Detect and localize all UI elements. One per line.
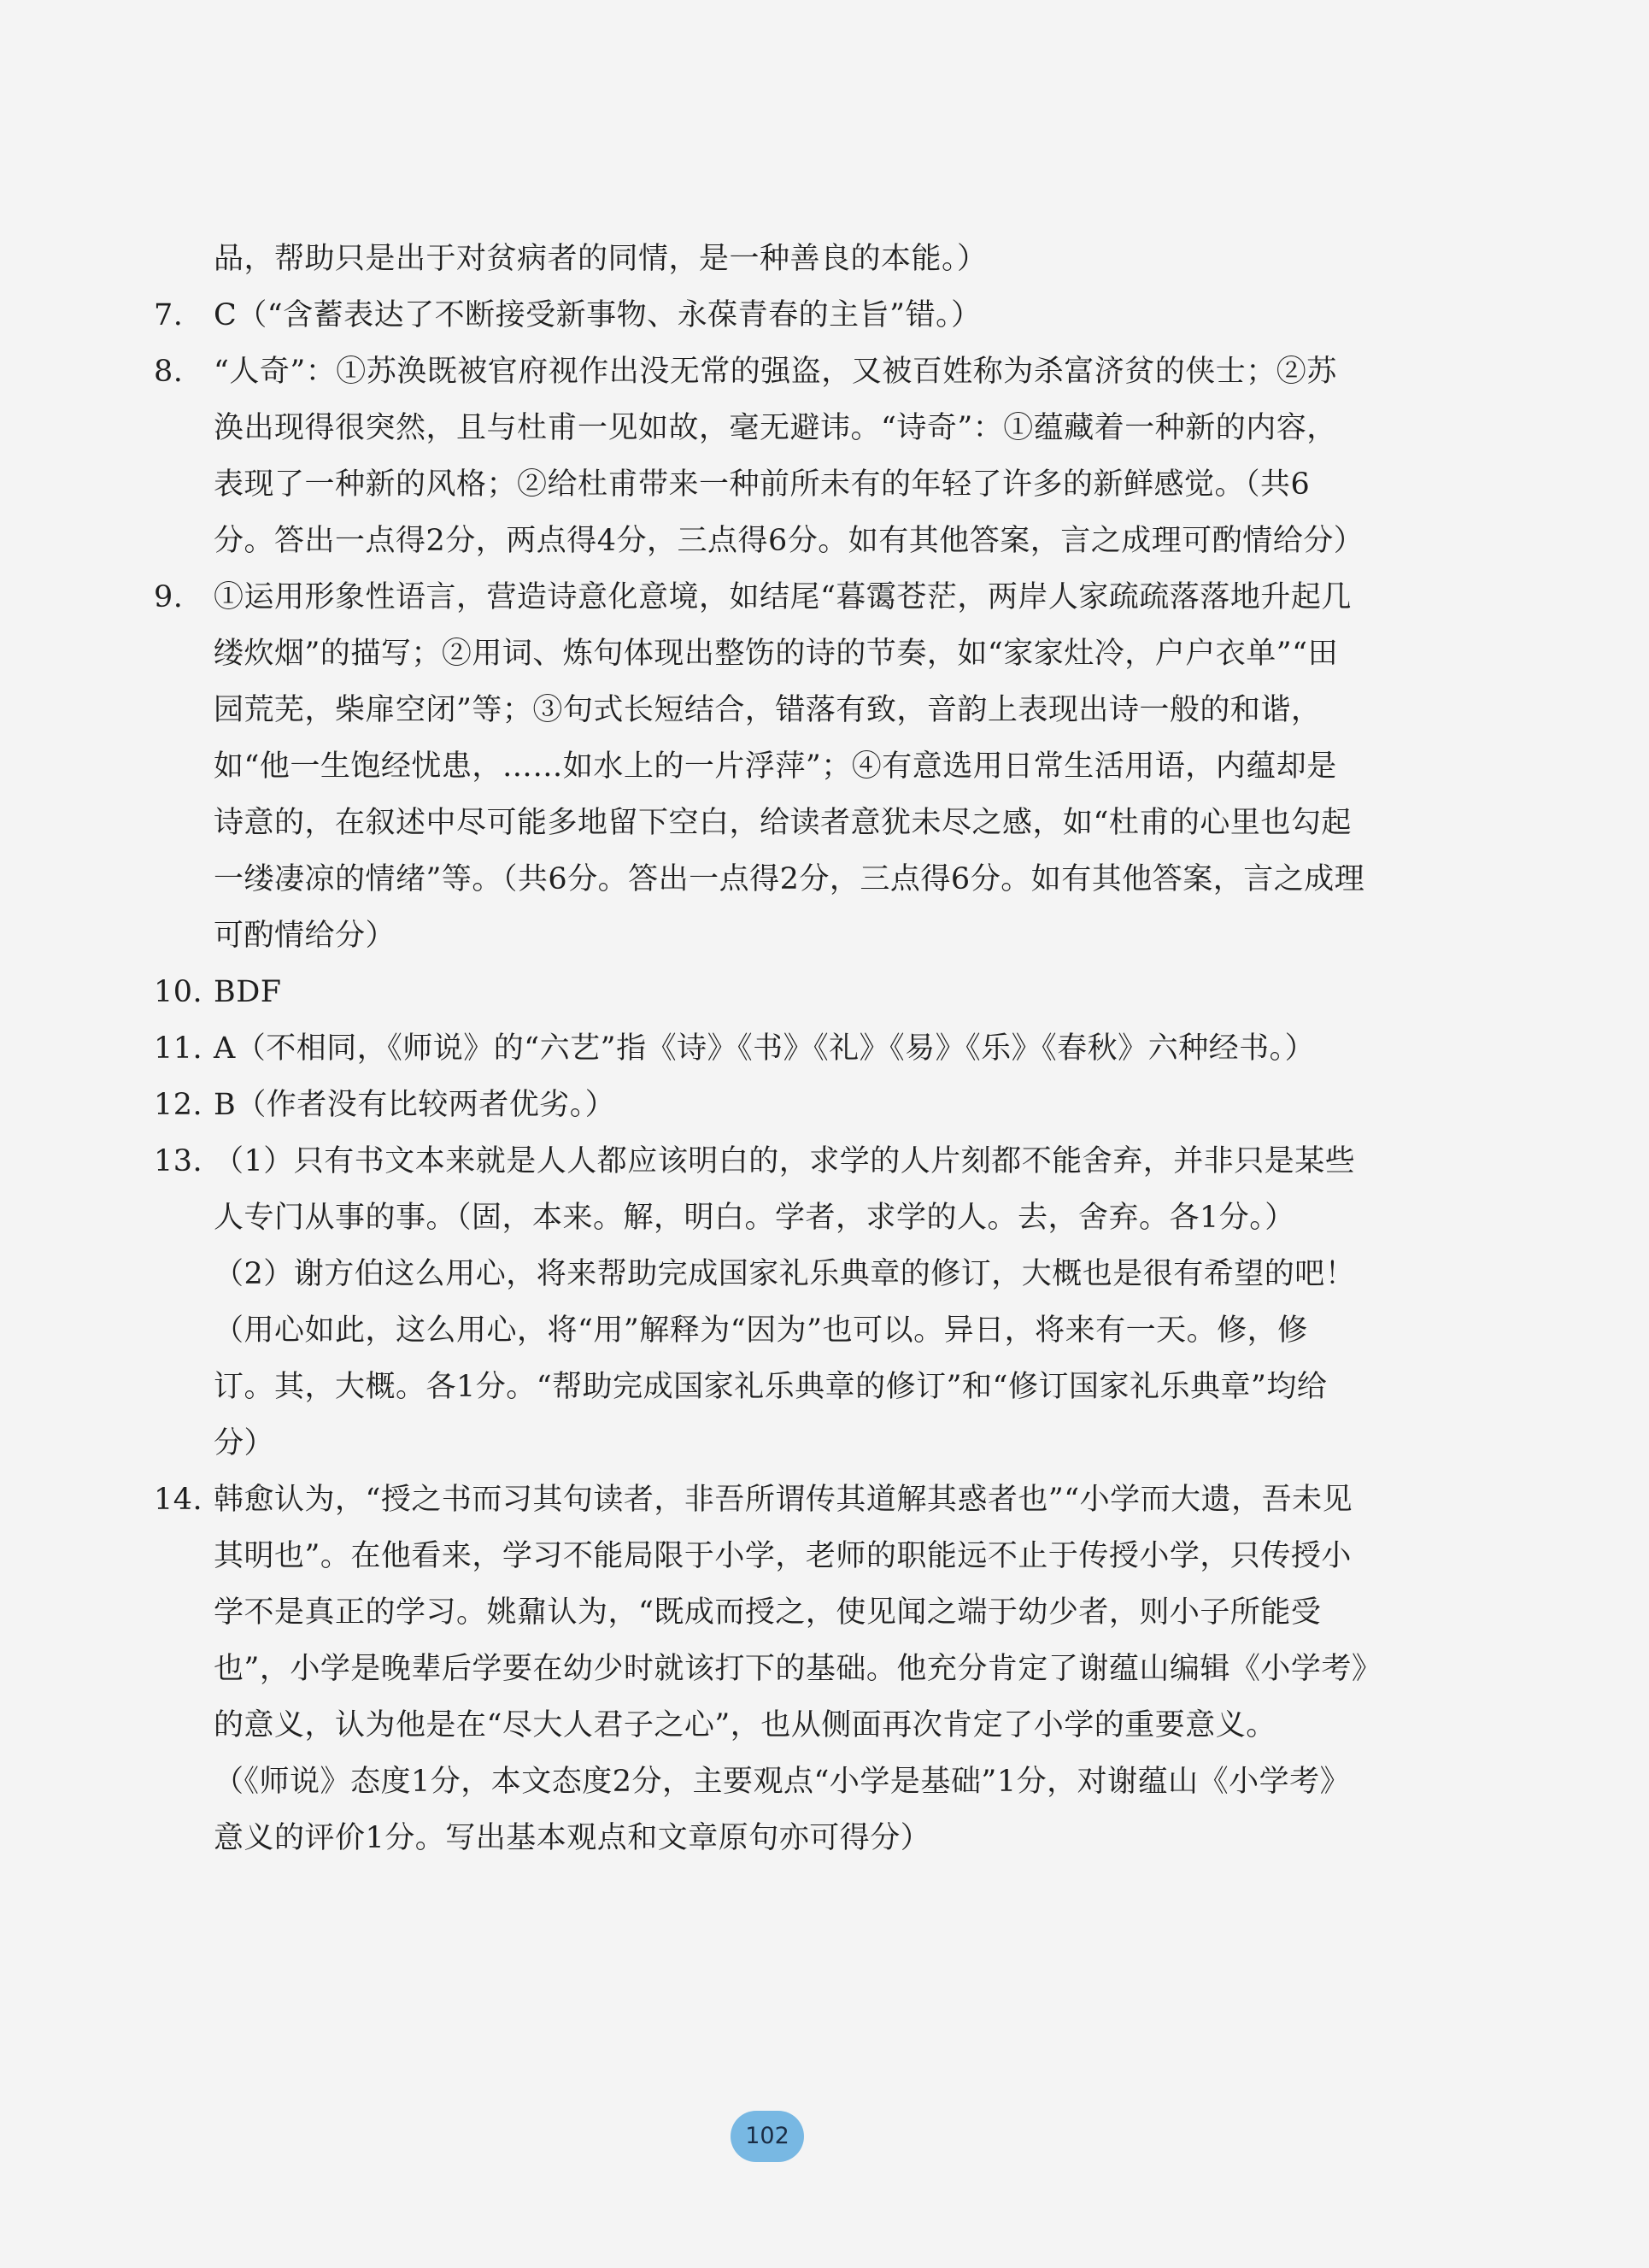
answer-text: A（不相同，《师说》的“六艺”指《诗》《书》《礼》《易》《乐》《春秋》六种经书。） (214, 1031, 1316, 1066)
answer-number: 11. (154, 1031, 203, 1066)
answer-item-11 (154, 1020, 1367, 1077)
answer-subpart-2: （2）谢方伯这么用心，将来帮助完成国家礼乐典章的修订，大概也是很有希望的吧！（用心如此，这么用心，将“用”解释为“因为”也可以。异日，将来有一天。修，修订。其，大概。各1分。“帮助完成国家礼乐典章的修订”和“修订国家礼乐典章”均给分） (214, 1257, 1356, 1460)
answer-item-10 (154, 964, 1367, 1020)
answer-number: 12. (154, 1088, 203, 1122)
answer-text: B（作者没有比较两者优劣。） (214, 1088, 616, 1122)
page-number-badge: 102 (731, 2111, 804, 2162)
answer-item-14 (154, 1472, 1367, 1866)
answer-item-13 (154, 1133, 1367, 1472)
answer-item-12 (154, 1077, 1367, 1133)
answer-subpart-1: （1）只有书文本来就是人人都应该明白的，求学的人片刻都不能舍弃，并非只是某些人专门从事的事。（固，本来。解，明白。学者，求学的人。去，舍弃。各1分。） (214, 1144, 1356, 1235)
answer-number: 14. (154, 1483, 203, 1517)
answer-content (154, 231, 1367, 1866)
answer-item-7 (154, 287, 1367, 344)
answer-item-8 (154, 344, 1367, 569)
answer-text: “人奇”：①苏涣既被官府视作出没无常的强盗，又被百姓称为杀富济贫的侠士；②苏涣出现得很突然，且与杜甫一见如故，毫无避讳。“诗奇”：①蕴藏着一种新的内容，表现了一种新的风格；②给杜甫带来一种前所未有的年轻了许多的新鲜感觉。（共6分。答出一点得2分，两点得4分，三点得6分。如有其他答案，言之成理可酌情给分） (214, 355, 1364, 558)
answer-number: 7. (154, 298, 184, 332)
answer-number: 9. (154, 580, 184, 614)
answer-body (214, 1133, 1367, 1472)
answer-text: ①运用形象性语言，营造诗意化意境，如结尾“暮霭苍茫，两岸人家疏疏落落地升起几缕炊烟”的描写；②用词、炼句体现出整饬的诗的节奏，如“家家灶冷，户户衣单”“田园荒芜，柴扉空闭”等；③句式长短结合，错落有致，音韵上表现出诗一般的和谐，如“他一生饱经忧患，……如水上的一片浮萍”；④有意选用日常生活用语，内蕴却是诗意的，在叙述中尽可能多地留下空白，给读者意犹未尽之感，如“杜甫的心里也勾起一缕凄凉的情绪”等。（共6分。答出一点得2分，三点得6分。如有其他答案，言之成理可酌情给分） (214, 580, 1365, 953)
scoring-note: （《师说》态度1分，本文态度2分，主要观点“小学是基础”1分，对谢蕴山《小学考》意义的评价1分。写出基本观点和文章原句亦可得分） (214, 1765, 1351, 1855)
answer-number: 10. (154, 975, 203, 1009)
answer-body (214, 1472, 1367, 1866)
answer-text: C（“含蓄表达了不断接受新事物、永葆青春的主旨”错。） (214, 298, 982, 332)
answer-text: BDF (214, 975, 282, 1009)
answer-item-9 (154, 569, 1367, 964)
answer-number: 8. (154, 355, 184, 389)
answer-number: 13. (154, 1144, 203, 1178)
continued-answer-text: 品，帮助只是出于对贫病者的同情，是一种善良的本能。） (214, 242, 988, 276)
answer-text: 韩愈认为，“授之书而习其句读者，非吾所谓传其道解其惑者也”“小学而大遗，吾未见其明也”。在他看来，学习不能局限于小学，老师的职能远不止于传授小学，只传授小学不是真正的学习。姚鼐认为，“既成而授之，使见闻之端于幼少者，则小子所能受也”，小学是晚辈后学要在幼少时就该打下的基础。他充分肯定了谢蕴山编辑《小学考》的意义，认为他是在“尽大人君子之心”，也从侧面再次肯定了小学的重要意义。 (214, 1483, 1367, 1742)
